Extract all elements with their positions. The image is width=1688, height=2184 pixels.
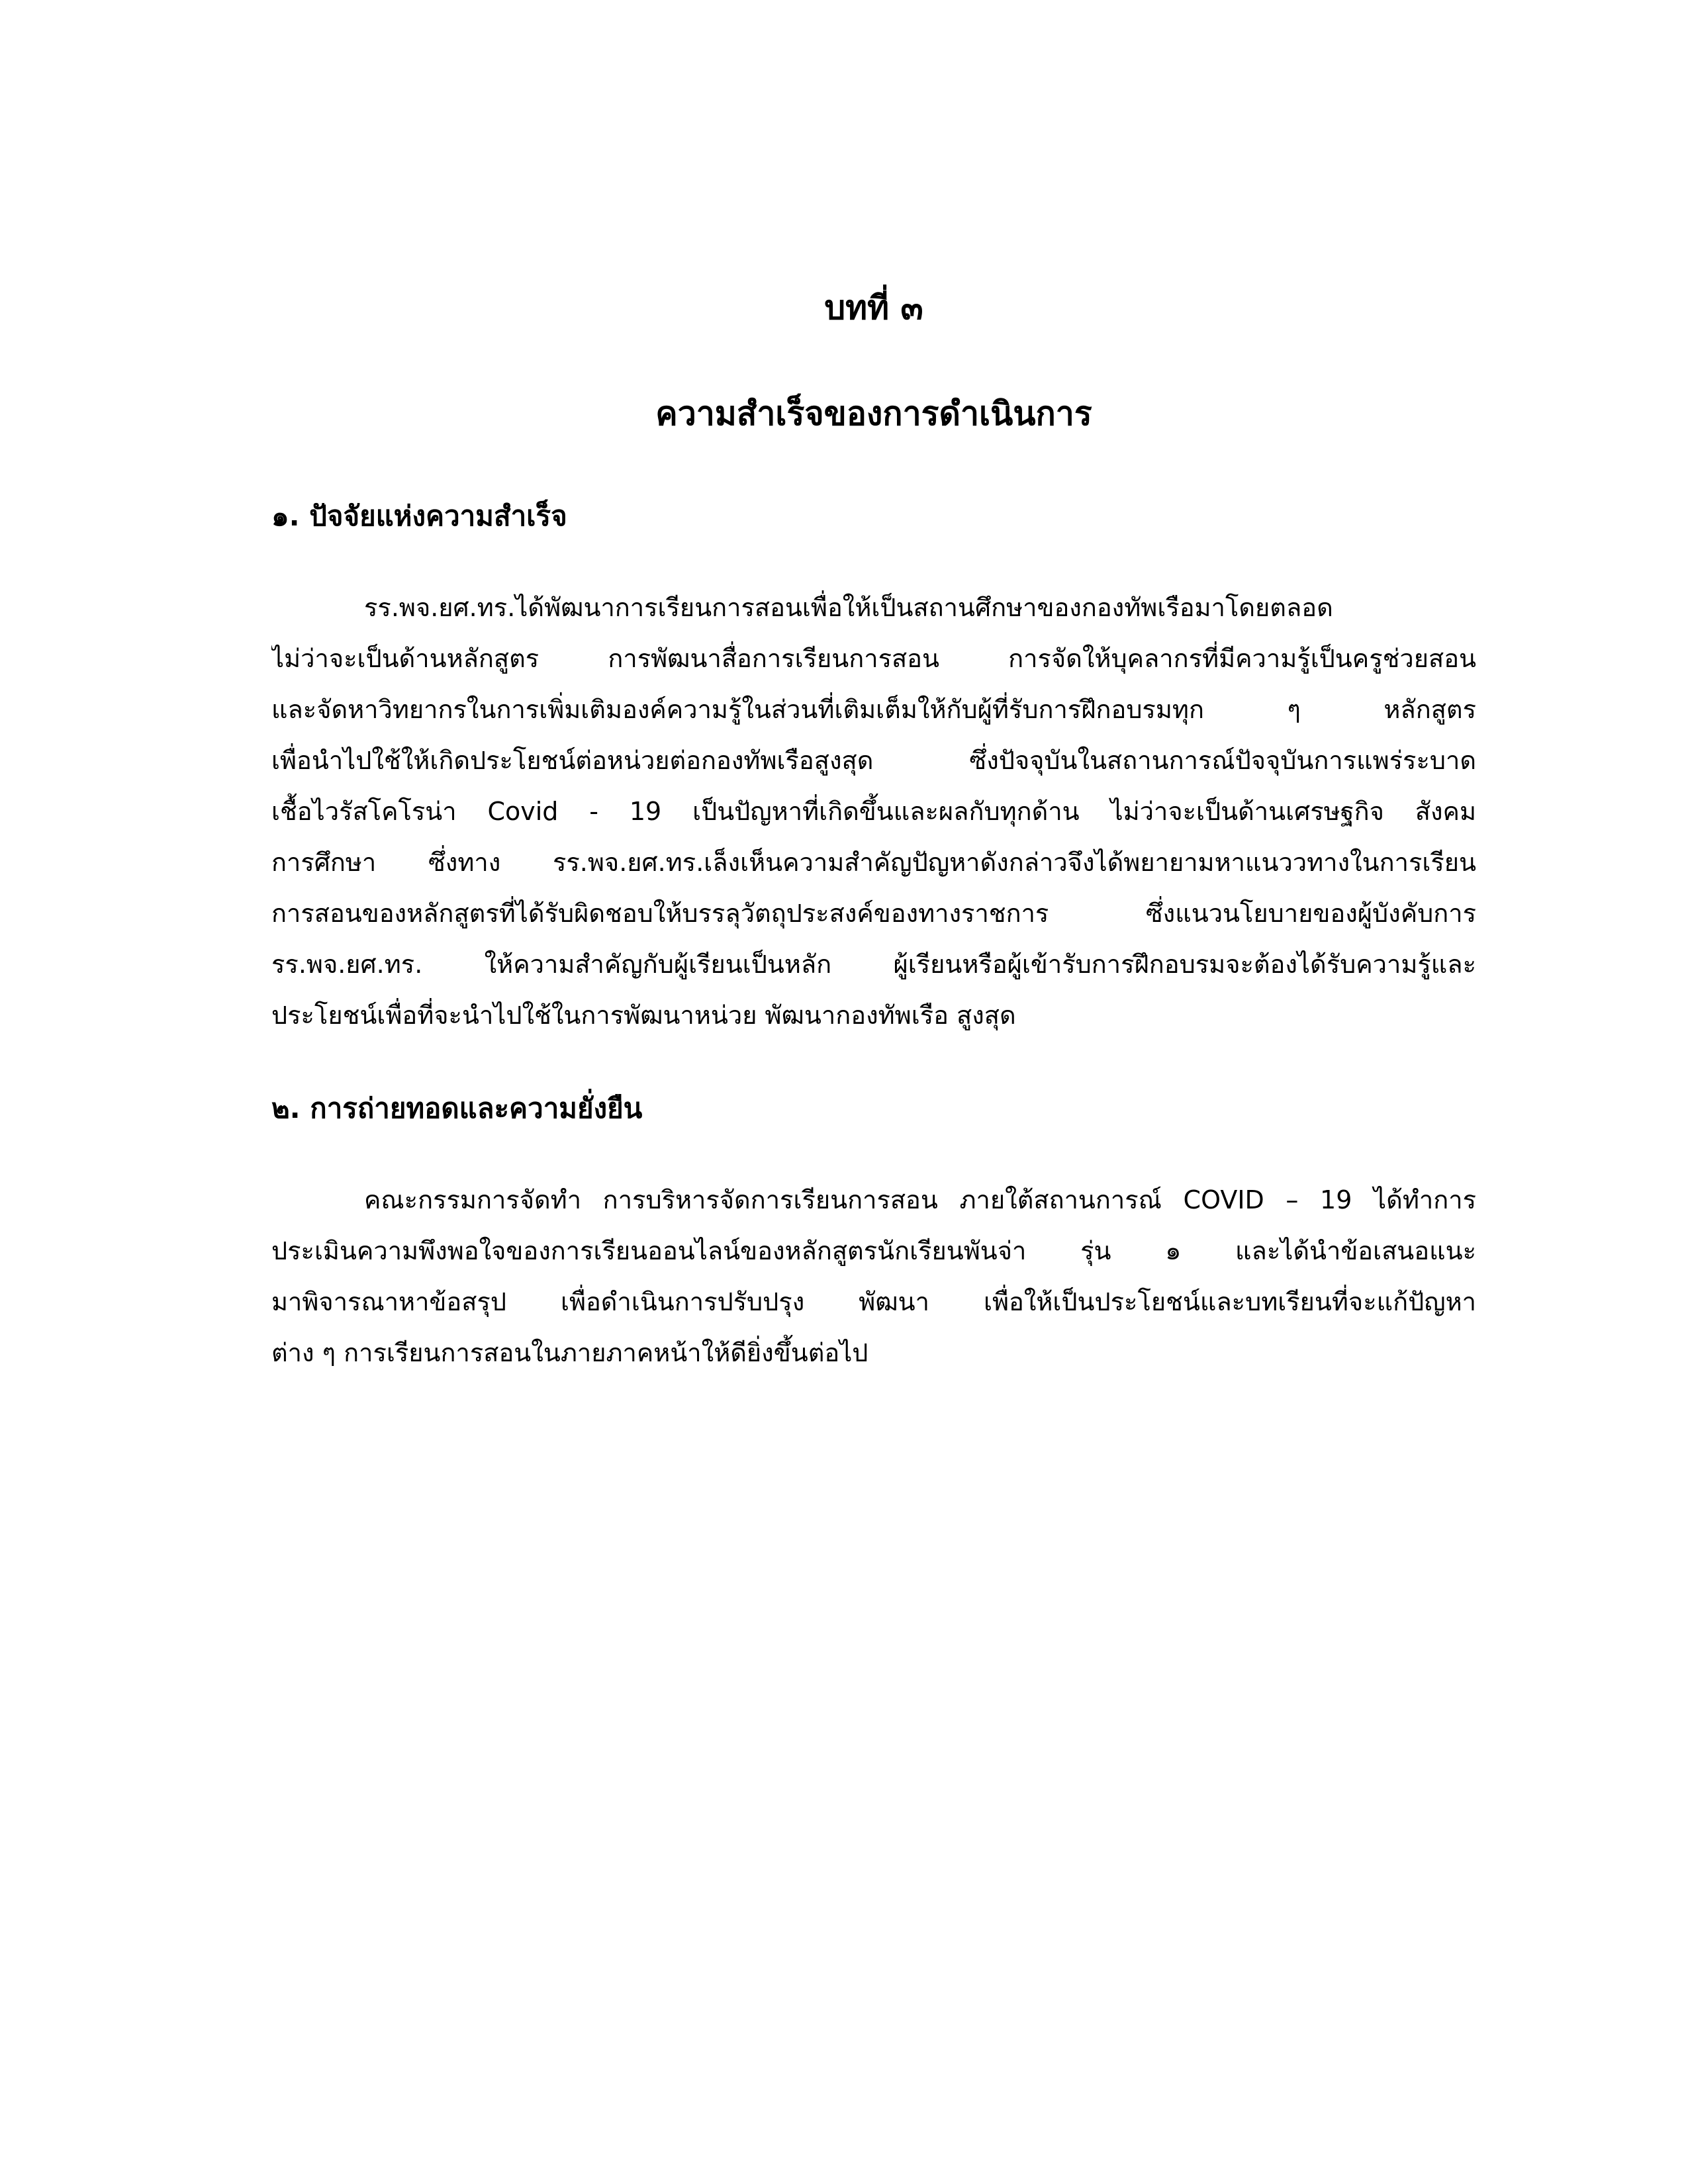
paragraph-line: คณะกรรมการจัดทำ การบริหารจัดการเรียนการสอน ภายใต้สถานการณ์ COVID – 19 ได้ทำการ: [364, 1185, 1476, 1214]
paragraph-line: ประเมินความพึงพอใจของการเรียนออนไลน์ของหลักสูตรนักเรียนพันจ่า รุ่น ๑ และได้นำข้อเสนอแนะ: [271, 1236, 1476, 1265]
paragraph-line: เชื้อไวรัสโคโรน่า Covid - 19 เป็นปัญหาที่เกิดขึ้นและผลกับทุกด้าน ไม่ว่าจะเป็นด้านเศรษฐกิจ สังคม: [271, 797, 1476, 826]
paragraph-line: ประโยชน์เพื่อที่จะนำไปใช้ในการพัฒนาหน่วย พัฒนากองทัพเรือ สูงสุด: [271, 1001, 1016, 1030]
paragraph-line: การศึกษา ซึ่งทาง รร.พจ.ยศ.ทร.เล็งเห็นความสำคัญปัญหาดังกล่าวจึงได้พยายามหาแนววทางในการเรียน: [271, 848, 1476, 877]
paragraph-transfer-sustainability: [271, 1175, 1476, 1379]
chapter-title: ความสำเร็จของการดำเนินการ: [655, 394, 1092, 433]
paragraph-success-factors: [271, 582, 1476, 1041]
chapter-number: บทที่ ๓: [824, 289, 923, 327]
paragraph-line: เพื่อนำไปใช้ให้เกิดประโยชน์ต่อหน่วยต่อกองทัพเรือสูงสุด ซึ่งปัจจุบันในสถานการณ์ปัจจุบันการแพร่ระบาด: [271, 746, 1476, 775]
paragraph-line: มาพิจารณาหาข้อสรุป เพื่อดำเนินการปรับปรุง พัฒนา เพื่อให้เป็นประโยชน์และบทเรียนที่จะแก้ปัญหา: [271, 1287, 1476, 1316]
paragraph-line: รร.พจ.ยศ.ทร. ให้ความสำคัญกับผู้เรียนเป็นหลัก ผู้เรียนหรือผู้เข้ารับการฝึกอบรมจะต้องได้รับความรู้และ: [271, 950, 1476, 979]
paragraph-line: ไม่ว่าจะเป็นด้านหลักสูตร การพัฒนาสื่อการเรียนการสอน การจัดให้บุคลากรที่มีความรู้เป็นครูช่วยสอน: [271, 644, 1476, 673]
paragraph-line: การสอนของหลักสูตรที่ได้รับผิดชอบให้บรรลุวัตถุประสงค์ของทางราชการ ซึ่งแนวนโยบายของผู้บังคับการ: [271, 899, 1476, 928]
section-heading-success-factors: ๑. ปัจจัยแห่งความสำเร็จ: [271, 500, 567, 532]
paragraph-line: และจัดหาวิทยากรในการเพิ่มเติมองค์ความรู้ในส่วนที่เติมเต็มให้กับผู้ที่รับการฝึกอบรมทุก ๆ หลักสูตร: [271, 695, 1476, 724]
section-heading-transfer-sustainability: ๒. การถ่ายทอดและความยั่งยืน: [271, 1092, 643, 1124]
paragraph-line: รร.พจ.ยศ.ทร.ได้พัฒนาการเรียนการสอนเพื่อให้เป็นสถานศึกษาของกองทัพเรือมาโดยตลอด: [364, 593, 1333, 622]
paragraph-line: ต่าง ๆ การเรียนการสอนในภายภาคหน้าให้ดียิ่งขึ้นต่อไป: [271, 1338, 868, 1367]
